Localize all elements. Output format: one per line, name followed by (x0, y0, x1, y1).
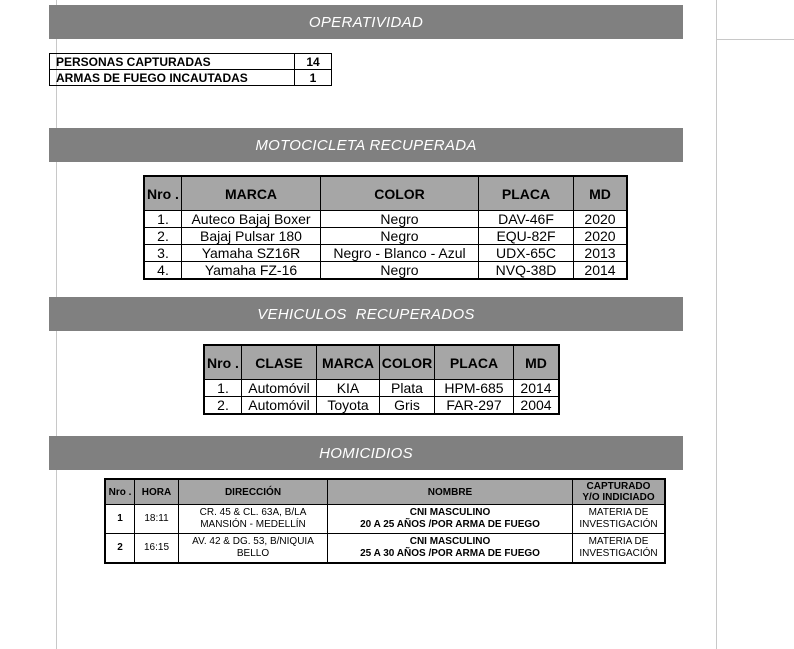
cell-nro: 1. (204, 380, 242, 397)
cell-line: MANSIÓN - MEDELLÍN (200, 519, 306, 530)
cell-marca: Yamaha SZ16R (182, 245, 321, 262)
table-row (50, 54, 332, 70)
cell-hora: 16:15 (135, 534, 179, 564)
col-header-md: MD (514, 345, 560, 380)
cell-nro: 3. (144, 245, 182, 262)
section-motocicleta (49, 128, 683, 162)
col-header-nro: Nro . (144, 176, 182, 211)
col-header-nro: Nro . (204, 345, 242, 380)
page-margin-top (716, 39, 794, 40)
col-header-marca: MARCA (317, 345, 380, 380)
table-row (105, 505, 665, 534)
cell-nro: 1 (105, 505, 135, 534)
cell-placa: HPM-685 (435, 380, 514, 397)
col-header-capturado (573, 479, 666, 505)
cell-md: 2020 (574, 228, 628, 245)
cell-md: 2014 (574, 262, 628, 280)
table-row (144, 211, 627, 228)
cell-color: Gris (380, 397, 435, 415)
table-row (144, 262, 627, 280)
cell-marca: Toyota (317, 397, 380, 415)
cell-nro: 2. (144, 228, 182, 245)
cell-placa: EQU-82F (479, 228, 574, 245)
header-line: CAPTURADO (586, 481, 651, 492)
summary-label: ARMAS DE FUEGO INCAUTADAS (50, 70, 295, 86)
cell-line: AV. 42 & DG. 53, B/NIQUIA (192, 536, 314, 547)
cell-md: 2020 (574, 211, 628, 228)
cell-hora: 18:11 (135, 505, 179, 534)
section-title: HOMICIDIOS (319, 444, 413, 462)
cell-line: CR. 45 & CL. 63A, B/LA (199, 507, 307, 518)
table-row (144, 228, 627, 245)
summary-value: 1 (295, 70, 332, 86)
cell-line: INVESTIGACIÓN (579, 519, 658, 530)
cell-placa: DAV-46F (479, 211, 574, 228)
col-header-nombre: NOMBRE (328, 479, 573, 505)
cell-line: 25 A 30 AÑOS /POR ARMA DE FUEGO (360, 548, 540, 559)
page-margin-right (716, 0, 717, 649)
table-header-row (144, 176, 627, 211)
section-homicidios (49, 436, 683, 470)
table-row (144, 245, 627, 262)
summary-value: 14 (295, 54, 332, 70)
cell-direccion (179, 505, 328, 534)
cell-color: Negro (321, 228, 479, 245)
table-row (50, 70, 332, 86)
header-line: Y/O INDICIADO (582, 492, 655, 503)
summary-label: PERSONAS CAPTURADAS (50, 54, 295, 70)
col-header-nro: Nro . (105, 479, 135, 505)
cell-nro: 1. (144, 211, 182, 228)
cell-color: Negro (321, 211, 479, 228)
cell-marca: Bajaj Pulsar 180 (182, 228, 321, 245)
section-title: VEHICULOS RECUPERADOS (257, 305, 475, 323)
cell-md: 2014 (514, 380, 560, 397)
cell-line: CNI MASCULINO (409, 507, 491, 518)
cell-nro: 2 (105, 534, 135, 564)
table-row (105, 534, 665, 564)
cell-marca: Auteco Bajaj Boxer (182, 211, 321, 228)
cell-placa: FAR-297 (435, 397, 514, 415)
cell-placa: UDX-65C (479, 245, 574, 262)
table-header-row (105, 479, 665, 505)
section-vehiculos (49, 297, 683, 331)
col-header-placa: PLACA (435, 345, 514, 380)
cell-nro: 4. (144, 262, 182, 280)
section-operatividad (49, 5, 683, 39)
cell-placa: NVQ-38D (479, 262, 574, 280)
cell-color: Plata (380, 380, 435, 397)
cell-color: Negro (321, 262, 479, 280)
cell-line: BELLO (236, 548, 270, 559)
col-header-color: COLOR (380, 345, 435, 380)
col-header-marca: MARCA (182, 176, 321, 211)
cell-estado (573, 534, 666, 564)
table-row (204, 397, 559, 415)
homicide-table (104, 478, 666, 564)
cell-marca: KIA (317, 380, 380, 397)
cell-clase: Automóvil (242, 380, 317, 397)
cell-clase: Automóvil (242, 397, 317, 415)
col-header-color: COLOR (321, 176, 479, 211)
cell-direccion (179, 534, 328, 564)
vehicle-table (203, 344, 560, 415)
section-title: OPERATIVIDAD (308, 13, 424, 31)
cell-nombre (328, 505, 573, 534)
col-header-direccion: DIRECCIÓN (179, 479, 328, 505)
section-title: MOTOCICLETA RECUPERADA (255, 136, 477, 154)
cell-line: CNI MASCULINO (409, 536, 491, 547)
col-header-placa: PLACA (479, 176, 574, 211)
cell-estado (573, 505, 666, 534)
cell-line: 20 A 25 AÑOS /POR ARMA DE FUEGO (360, 519, 540, 530)
cell-nro: 2. (204, 397, 242, 415)
cell-md: 2013 (574, 245, 628, 262)
motorcycle-table (143, 175, 628, 280)
cell-line: MATERIA DE (588, 536, 649, 547)
cell-line: MATERIA DE (588, 507, 649, 518)
col-header-md: MD (574, 176, 628, 211)
cell-marca: Yamaha FZ-16 (182, 262, 321, 280)
table-row (204, 380, 559, 397)
cell-md: 2004 (514, 397, 560, 415)
col-header-hora: HORA (135, 479, 179, 505)
summary-table (49, 53, 332, 86)
cell-line: INVESTIGACIÓN (579, 548, 658, 559)
cell-color: Negro - Blanco - Azul (321, 245, 479, 262)
cell-nombre (328, 534, 573, 564)
table-header-row (204, 345, 559, 380)
col-header-clase: CLASE (242, 345, 317, 380)
